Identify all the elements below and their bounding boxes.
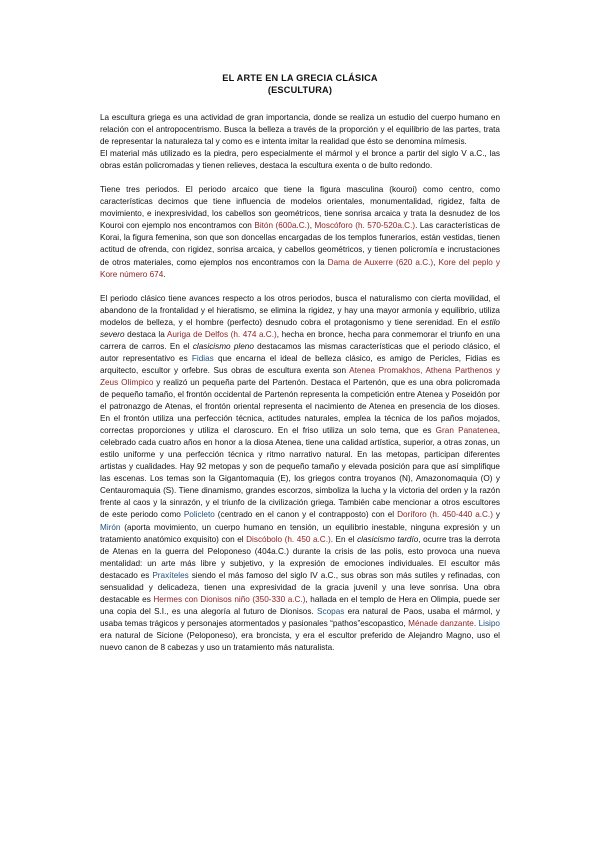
artwork-reference: Gran Panatenea <box>435 426 498 436</box>
emphasis-text: estilo severo <box>100 317 500 339</box>
text-run: era natural de Paos, usaba el mármol, y usaba temas trágicos y personajes atormentados y pasionales “pathos”escopastico, <box>100 606 501 628</box>
text-run: que encarna el ideal de belleza clásico, es amigo de Pericles, Fidias es arquitecto, escultor y orfebre. Sus obras de escultura exenta son <box>100 353 500 375</box>
text-run: Tiene tres periodos. El periodo arcaico que tiene la figura masculina (kouroi) como centro, como características decimos que tiene influencia de modelos orientales, monumentalidad, rigidez, falta de movimiento, e inexpresividad, los cabellos son geométricos, tiene sonrisa arcaica y trata la desnudez de los Kouroi con ejemplo nos encontramos con <box>100 185 500 231</box>
text-run: (centrado en el canon y el contrapposto) con el <box>214 510 398 520</box>
artwork-reference: Doríforo (h. 450-440 a.C.) <box>397 510 493 520</box>
text-run: El material más utilizado es la piedra, pero especialmente el mármol y el bronce a partir del siglo V a.C., las obras están policromadas y tienen relieves, destaca la escultura exenta o de bulto redondo. <box>100 149 500 171</box>
text-run: y realizó un pequeña parte del Partenón. Destaca el Partenón, que es una obra policromada de pequeño tamaño, el frontón occidental de Partenón representa la competición entre Atenea y Poseidón por el patronazgo de Atenas, el frontón oriental representa el nacimiento de Atenea en presencia de los dioses. En el frontón utiliza una perfección técnica, actitudes naturales, emplea la técnica de los paños mojados, correctas proporciones y utiliza el claroscuro. En el friso utiliza un solo tema, que es <box>100 377 500 436</box>
artwork-reference: Discóbolo (h. 450 a.C.) <box>246 534 331 544</box>
text-run: . <box>163 269 166 279</box>
emphasis-text: clasicismo pleno <box>192 341 254 351</box>
paragraph-intro <box>100 112 500 148</box>
document-subtitle: (ESCULTURA) <box>267 85 333 95</box>
text-run: . En el <box>330 534 358 544</box>
text-run: era natural de Sicione (Peloponeso), era broncista, y era el escultor preferido de Alejandro Magno, uso el nuevo canon de 8 cabezas y uso un tratamiento más naturalista. <box>100 630 500 652</box>
artwork-reference: Kore del peplo y Kore número 674 <box>100 257 500 279</box>
artist-name: Lisipo <box>478 618 500 628</box>
text-run: siendo el más famoso del siglo IV a.C., sus obras son más sutiles y refinadas, con sensualidad y delicadeza, tienen una expresividad de la gracia juvenil y una leve sonrisa. Una obra destacable es <box>100 570 500 604</box>
text-run: y <box>492 510 501 520</box>
emphasis-text: clasicismo tardío <box>357 534 419 544</box>
text-run: , celebrado cada cuatro años en honor a la diosa Atenea, tiene una calidad artística, superior, a otras zonas, un estilo uniforme y una perfección técnica y ritmo narrativo natural. En las metopas, participan diferentes artistas y cualidades. Hay 92 metopas y son de pequeño tamaño y elevada posición para que así simplifique las escenas. Los temas son la Gigantomaquia (E), los griegos contra troyanos (N), Amazonomaquia (O) y Centauromaquia (S). Tiene dinamismo, grandes escorzos, simboliza la lucha y la victoria del orden y la razón frente al caos y la sinrazón, y el triunfo de la civilización griega. También cabe mencionar a otros escultores de este periodo como <box>100 426 501 520</box>
text-run: . <box>473 618 479 628</box>
text-run: , <box>309 221 315 231</box>
text-run: El periodo clásico tiene avances respecto a los otros periodos, busca el naturalismo con cierta movilidad, el abandono de la frontalidad y el hieratismo, se elimina la rigidez, y hay una mayor armonía y equilibrio, utiliza modelos de belleza, y el hombre (perfecto) desnudo cobra el protagonismo y tiene serenidad. En el <box>100 293 500 327</box>
text-run: La escultura griega es una actividad de gran importancia, donde se realiza un estudio del cuerpo humano en relación con el antropocentrismo. Busca la belleza a través de la proporción y el equilibrio de las partes, trata de representar la naturaleza tal y como es e intenta imitar la realidad que ésto se denomina mímesis. <box>100 113 500 147</box>
text-run: destacamos las mismas características que el periodo clásico, el autor representativo es <box>100 341 500 363</box>
artist-name: Praxíteles <box>152 570 189 580</box>
document-title: EL ARTE EN LA GRECIA CLÁSICA <box>222 73 378 83</box>
artwork-reference: Auriga de Delfos (h. 474 a.C.) <box>166 329 277 339</box>
artist-name: Policleto <box>183 510 215 520</box>
artwork-reference: Hermes con Dionisos niño (350-330 a.C.) <box>153 594 306 604</box>
artist-name: Mirón <box>100 522 121 532</box>
text-run: . Las características de Korai, la figura femenina, son que son doncellas encargadas de los templos funerarios, están vestidas, tienen actitud de ofrenda, con rigidez, sonrisa arcaica, y cabellos geométricos, y tienen policromía e incrustaciones de otros materiales, como ejemplos nos encontramos con la <box>100 221 501 267</box>
paragraph-materials <box>100 148 500 172</box>
text-run: , ocurre tras la derrota de Atenas en la guerra del Peloponeso (404a.C.) durante la crisis de las polis, esto provoca una nueva mentalidad: un arte más libre y subjetivo, y la expresión de emociones individuales. El escultor más destacado es <box>100 534 500 580</box>
title-block <box>100 72 500 96</box>
document-page <box>100 72 500 654</box>
paragraph-archaic-period <box>100 184 500 280</box>
artwork-reference: Dama de Auxerre (620 a.C.) <box>327 257 434 267</box>
text-run: (aporta movimiento, un cuerpo humano en tensión, un equilibrio inestable, ninguna expresión y un tratamiento anatómico exquisito) con el <box>100 522 500 544</box>
artist-name: Scopas <box>317 606 345 616</box>
artwork-reference: Ménade danzante <box>408 618 474 628</box>
artwork-reference: Atenea Promakhos, Athena Parthenos y Zeus Olímpico <box>100 365 500 387</box>
artwork-reference: Bitón (600a.C.) <box>254 221 310 231</box>
artwork-reference: Moscóforo (h. 570-520a.C.) <box>314 221 416 231</box>
paragraph-classical-period <box>100 293 500 654</box>
text-run: destaca la <box>124 329 167 339</box>
text-run: , hecha en bronce, hecha para conmemorar el triunfo en una carrera de carros. En el <box>100 329 501 351</box>
text-run: , <box>433 257 439 267</box>
artist-name: Fidias <box>191 353 214 363</box>
text-run: , hallada en el templo de Hera en Olimpia, puede ser una copia del S.I., es una alegoría al futuro de Dionisos. <box>100 594 500 616</box>
